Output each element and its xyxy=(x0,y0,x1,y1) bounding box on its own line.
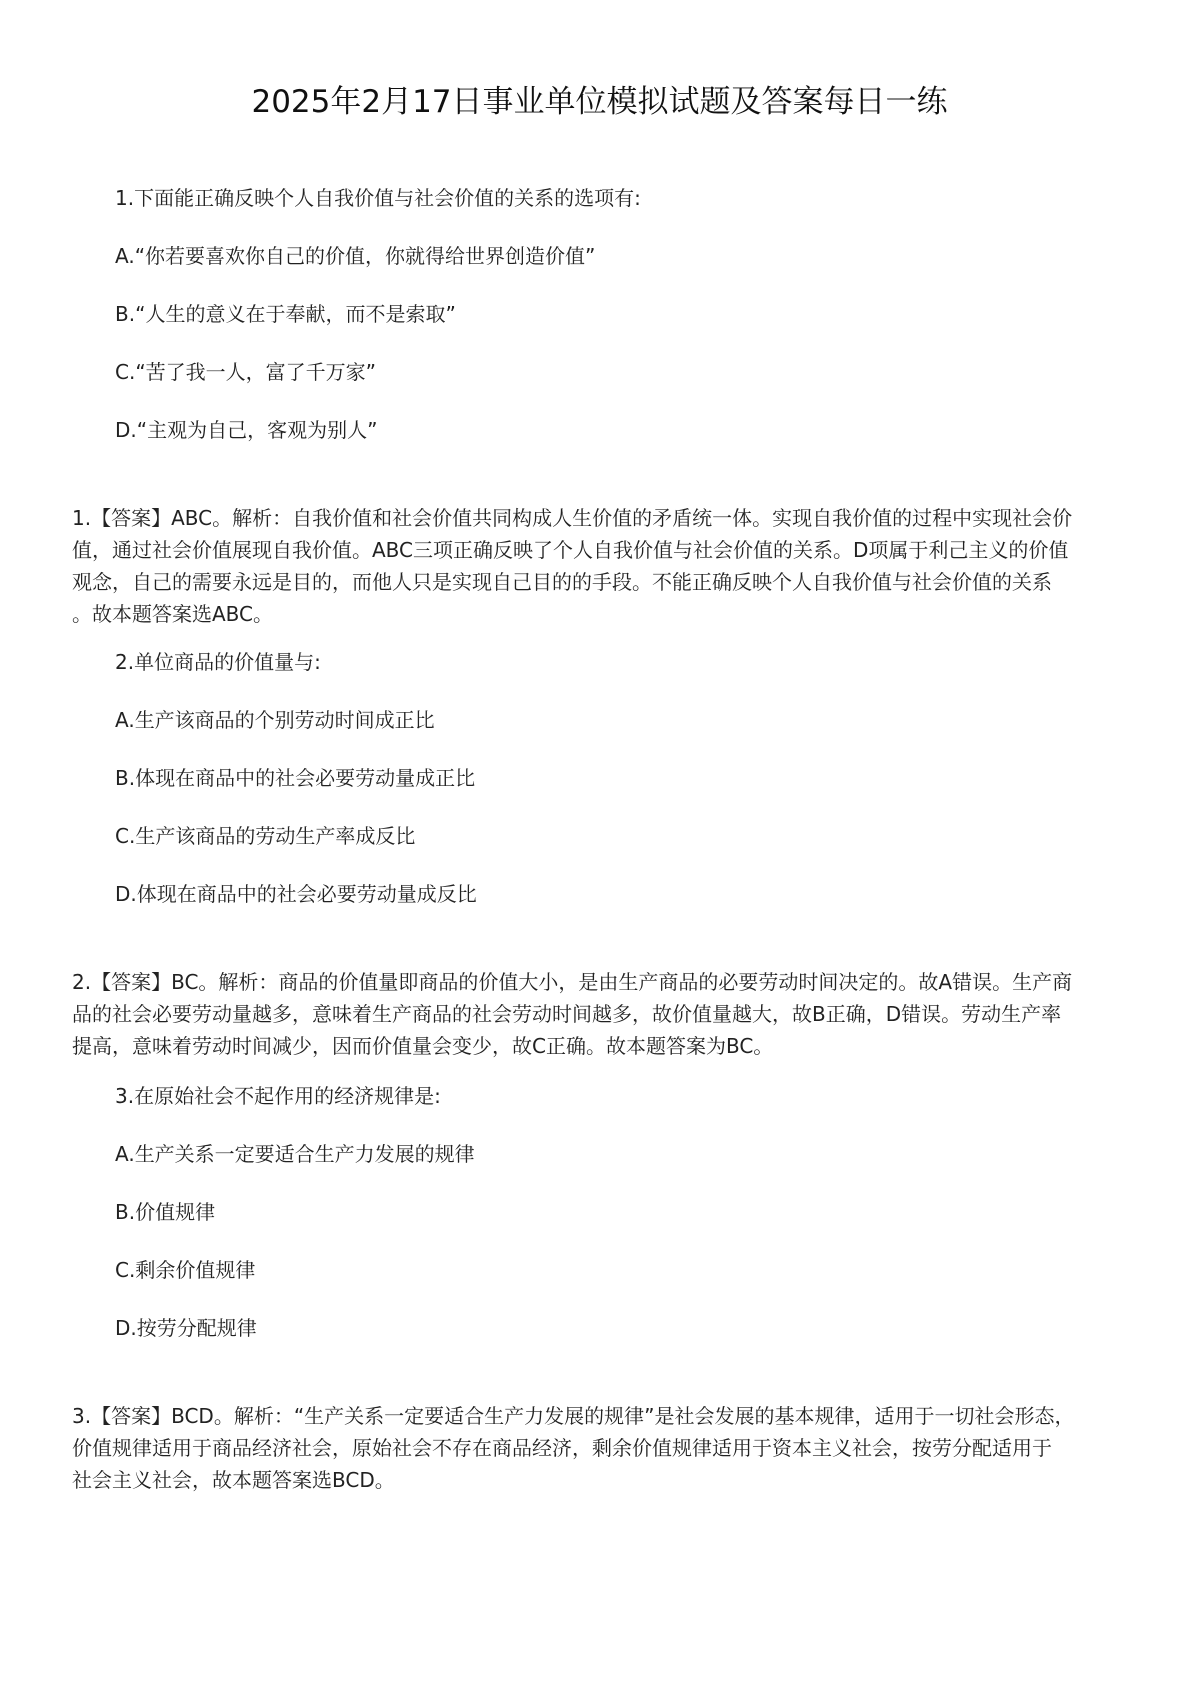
option-b: B.价值规律 xyxy=(115,1200,216,1224)
answer-line: 。故本题答案选ABC。 xyxy=(72,602,274,626)
option-d: D.体现在商品中的社会必要劳动量成反比 xyxy=(115,882,477,906)
answer-line: 社会主义社会，故本题答案选BCD。 xyxy=(72,1468,395,1492)
answer-line: 值，通过社会价值展现自我价值。ABC三项正确反映了个人自我价值与社会价值的关系。D项属于利己主义的价值 xyxy=(72,538,1069,562)
option-b: B.体现在商品中的社会必要劳动量成正比 xyxy=(115,766,476,790)
answer-line: 3.【答案】BCD。解析：“生产关系一定要适合生产力发展的规律”是社会发展的基本规律，适用于一切社会形态， xyxy=(72,1404,1075,1428)
question-stem: 3.在原始社会不起作用的经济规律是: xyxy=(115,1084,441,1108)
option-a: A.生产该商品的个别劳动时间成正比 xyxy=(115,708,435,732)
answer-line: 1.【答案】ABC。解析：自我价值和社会价值共同构成人生价值的矛盾统一体。实现自我价值的过程中实现社会价 xyxy=(72,506,1073,530)
page-title: 2025年2月17日事业单位模拟试题及答案每日一练 xyxy=(251,84,948,120)
question-stem: 1.下面能正确反映个人自我价值与社会价值的关系的选项有: xyxy=(115,186,641,210)
option-a: A.生产关系一定要适合生产力发展的规律 xyxy=(115,1142,475,1166)
option-b: B.“人生的意义在于奉献，而不是索取” xyxy=(115,302,456,326)
answer-line: 提高，意味着劳动时间减少，因而价值量会变少，故C正确。故本题答案为BC。 xyxy=(72,1034,774,1058)
option-d: D.“主观为自己，客观为别人” xyxy=(115,418,378,442)
answer-line: 价值规律适用于商品经济社会，原始社会不存在商品经济，剩余价值规律适用于资本主义社会，按劳分配适用于 xyxy=(72,1436,1052,1460)
answer-explanation xyxy=(72,1400,1130,1496)
option-c: C.剩余价值规律 xyxy=(115,1258,256,1282)
answer-line: 观念，自己的需要永远是目的，而他人只是实现自己目的的手段。不能正确反映个人自我价值与社会价值的关系 xyxy=(72,570,1052,594)
option-c: C.“苦了我一人，富了千万家” xyxy=(115,360,377,384)
answer-line: 2.【答案】BC。解析：商品的价值量即商品的价值大小，是由生产商品的必要劳动时间决定的。故A错误。生产商 xyxy=(72,970,1073,994)
answer-explanation xyxy=(72,966,1130,1062)
answer-line: 品的社会必要劳动量越多，意味着生产商品的社会劳动时间越多，故价值量越大，故B正确，D错误。劳动生产率 xyxy=(72,1002,1062,1026)
question-stem: 2.单位商品的价值量与: xyxy=(115,650,321,674)
option-c: C.生产该商品的劳动生产率成反比 xyxy=(115,824,416,848)
answer-explanation xyxy=(72,502,1130,630)
option-a: A.“你若要喜欢你自己的价值，你就得给世界创造价值” xyxy=(115,244,596,268)
option-d: D.按劳分配规律 xyxy=(115,1316,257,1340)
